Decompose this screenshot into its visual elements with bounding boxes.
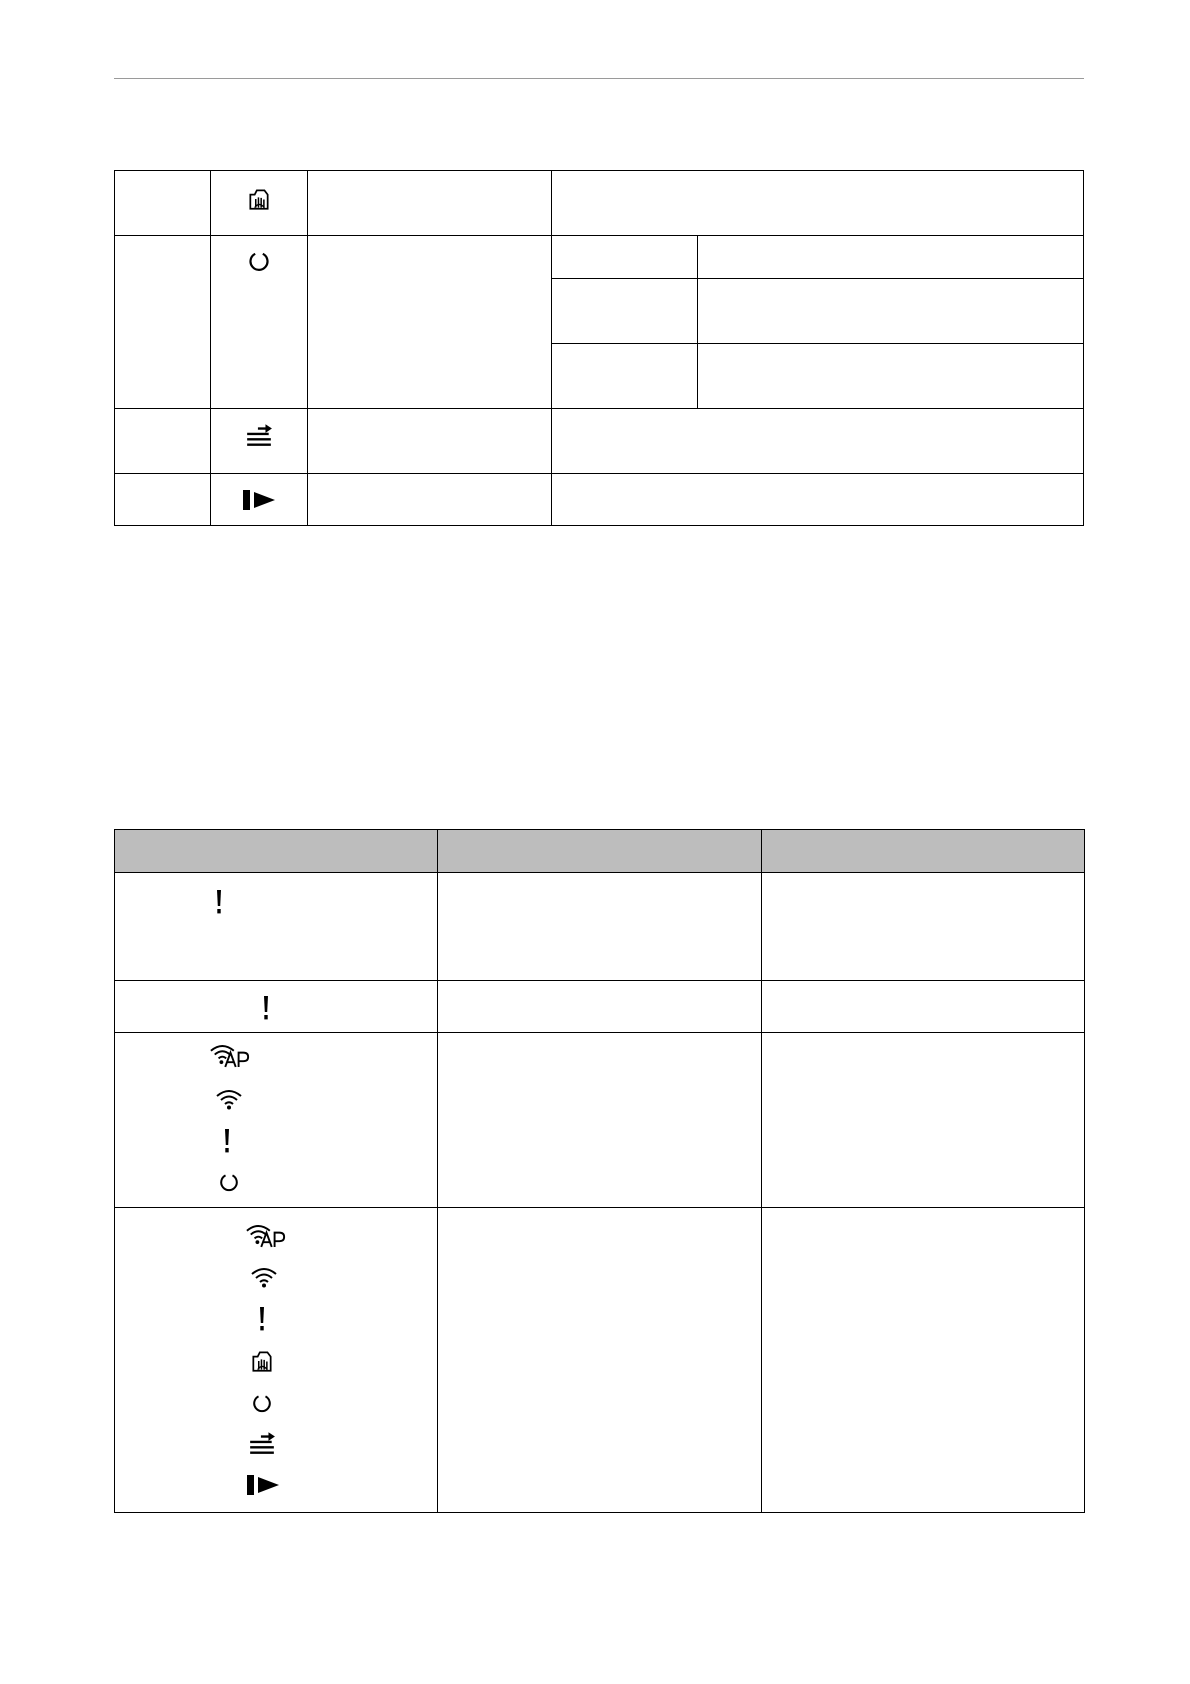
start-icon: [242, 489, 276, 511]
paper-jam-icon: [249, 1348, 275, 1374]
led-icon-table: [114, 170, 1084, 526]
table2-icon-cell: [115, 873, 438, 981]
header-rule: [114, 78, 1084, 79]
table2-header-2: [438, 830, 762, 873]
table1-row-1: [211, 186, 307, 212]
table2-cell: [762, 873, 1085, 981]
table2-cell: [762, 981, 1085, 1033]
busy-circle-icon: [247, 249, 271, 273]
table-row: [115, 873, 1085, 981]
paper-jam-icon: [246, 186, 272, 212]
table-row: [115, 981, 1085, 1033]
table-row: [115, 1033, 1085, 1208]
exclamation-icon: [223, 1128, 231, 1154]
exclamation-icon: [258, 1306, 266, 1332]
table-row: [115, 1208, 1085, 1513]
exclamation-icon: [262, 995, 270, 1021]
exclamation-icon: [215, 889, 223, 915]
table1-row-3: [211, 422, 307, 448]
double-feed-skip-icon: [248, 1430, 276, 1456]
table1-row-2: [211, 249, 307, 273]
double-feed-skip-icon: [245, 422, 273, 448]
table2-cell: [438, 1033, 762, 1208]
table2-header-1: [115, 830, 438, 873]
start-icon: [246, 1474, 280, 1496]
table2-cell: [438, 981, 762, 1033]
table2-header-3: [762, 830, 1085, 873]
busy-circle-icon: [218, 1171, 240, 1193]
wifi-icon: [250, 1266, 278, 1288]
table2-cell: [762, 1208, 1085, 1513]
table2-icon-cell: [115, 981, 438, 1033]
table2-cell: [438, 1208, 762, 1513]
wifi-ap-icon: [209, 1043, 251, 1068]
wifi-icon: [215, 1088, 243, 1110]
table2-icon-cell: [115, 1208, 438, 1513]
table2-icon-cell: [115, 1033, 438, 1208]
table2-cell: [762, 1033, 1085, 1208]
busy-circle-icon: [251, 1392, 273, 1414]
table1-row-4: [211, 489, 307, 511]
table2-cell: [438, 873, 762, 981]
wifi-ap-icon: [245, 1223, 287, 1248]
status-icon-table: [114, 829, 1085, 1513]
